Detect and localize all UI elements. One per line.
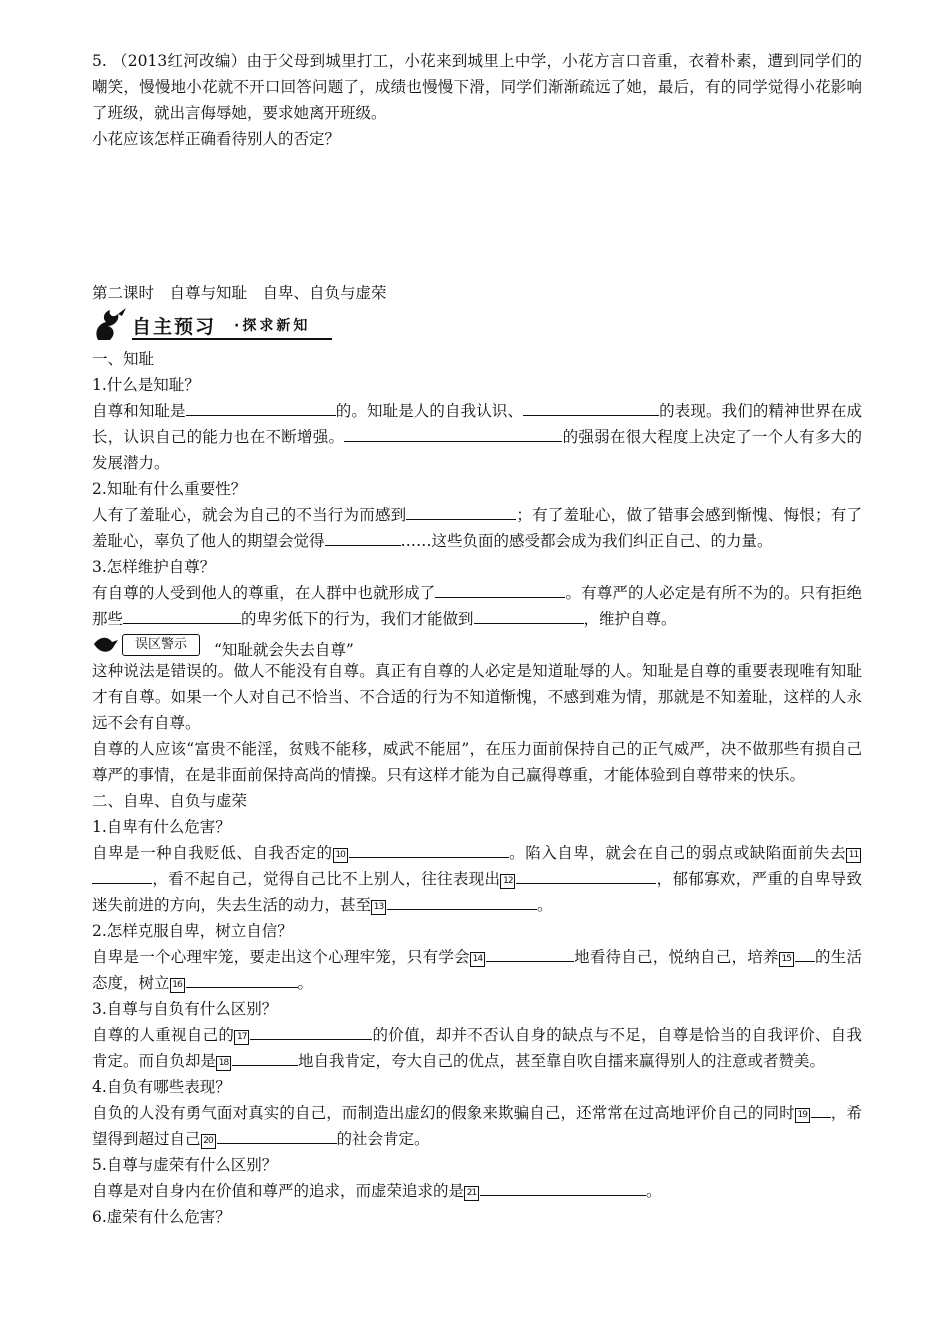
text-run: 有自尊的人受到他人的尊重，在人群中也就形成了 [92, 584, 436, 602]
fill-blank[interactable] [435, 582, 565, 598]
blank-number: 21 [464, 1186, 479, 1201]
banner-rule [132, 338, 332, 340]
blank-number: 12 [500, 874, 515, 889]
fill-blank[interactable] [217, 1128, 337, 1144]
s1-question-3: 3.怎样维护自尊？ [92, 558, 216, 576]
fill-blank[interactable] [344, 426, 562, 442]
text-run: 的价值，却并不否认自身的缺点与不足，自尊是恰当的自我评价、自我肯定。而自负却是 [92, 1026, 862, 1070]
text-run: 自尊和知耻是 [92, 402, 186, 420]
s2-question-1: 1.自卑有什么危害？ [92, 818, 231, 836]
text-run: ，维护自尊。 [583, 610, 677, 628]
section-1-heading: 一、知耻 [92, 350, 155, 368]
fill-blank[interactable] [325, 530, 401, 546]
question-5-prompt: 小花应该怎样正确看待别人的否定？ [92, 130, 341, 148]
text-run: 人有了羞耻心，就会为自己的不当行为而感到 [92, 506, 407, 524]
s2-answer-5 [92, 1178, 862, 1204]
text-run: 的。知耻是人的自我认识、 [335, 402, 524, 420]
s2-answer-3 [92, 1022, 862, 1074]
bird-icon [92, 632, 120, 656]
section-2-heading: 二、自卑、自负与虚荣 [92, 792, 248, 810]
text-run: 。 [537, 896, 553, 914]
text-run: ；有了羞耻心，做了错事会感到惭愧、悔恨；有了羞耻心，辜负了他人的期望会觉得 [92, 506, 862, 550]
text-run: 的社会肯定。 [336, 1130, 430, 1148]
text-run: ，郁郁寡欢，严重的自卑导致迷失前进的方向，失去生活的动力，甚至 [92, 870, 862, 914]
fill-blank[interactable] [406, 504, 516, 520]
dragon-icon [92, 306, 132, 344]
text-run: 。陷入自卑，就会在自己的弱点或缺陷面前失去 [508, 844, 846, 862]
fill-blank[interactable] [795, 946, 815, 962]
fill-blank[interactable] [349, 842, 509, 858]
text-run: 地看待自己，悦纳自己，培养 [573, 948, 779, 966]
fill-blank[interactable] [232, 1050, 298, 1066]
s2-question-4: 4.自负有哪些表现？ [92, 1078, 231, 1096]
text-run: 自卑是一个心理牢笼，要走出这个心理牢笼，只有学会 [92, 948, 470, 966]
misconception-paragraph-1: 这种说法是错误的。做人不能没有自尊。真正有自尊的人必定是知道耻辱的人。知耻是自尊的重要表现唯有知耻才有自尊。如果一个人对自己不恰当、不合适的行为不知道惭愧，不感到难为情，那就是不知羞耻，这样的人永远不会有自尊。 [92, 662, 862, 732]
fill-blank[interactable] [474, 608, 584, 624]
banner-title: 自主预习 [132, 316, 217, 338]
text-run: ，看不起自己，觉得自己比不上别人，往往表现出 [152, 870, 501, 888]
fill-blank[interactable] [92, 868, 152, 884]
blank-number: 20 [201, 1134, 216, 1149]
lesson-title: 第二课时 自尊与知耻 自卑、自负与虚荣 [92, 284, 387, 302]
blank-number: 19 [795, 1108, 810, 1123]
self-study-banner [92, 306, 862, 344]
s2-answer-4 [92, 1100, 862, 1152]
worksheet-page [92, 48, 862, 1230]
s2-question-3: 3.自尊与自负有什么区别？ [92, 1000, 278, 1018]
text-run: 。 [297, 974, 314, 992]
fill-blank[interactable] [186, 400, 336, 416]
blank-number: 10 [333, 848, 348, 863]
s2-question-6: 6.虚荣有什么危害？ [92, 1208, 231, 1226]
s2-question-2: 2.怎样克服自卑，树立自信？ [92, 922, 293, 940]
s2-answer-2 [92, 944, 862, 996]
text-run: 的卑劣低下的行为，我们才能做到 [241, 610, 474, 628]
fill-blank[interactable] [516, 868, 656, 884]
answer-space [92, 152, 862, 280]
blank-number: 14 [470, 952, 485, 967]
misconception-banner [92, 632, 862, 658]
fill-blank[interactable] [186, 972, 298, 988]
text-run: 自尊的人重视自己的 [92, 1026, 235, 1044]
s1-answer-2 [92, 502, 862, 554]
blank-number: 15 [779, 952, 794, 967]
fill-blank[interactable] [387, 894, 537, 910]
text-run: ……这些负面的感受都会成为我们纠正自己、的力量。 [400, 532, 773, 550]
blank-number: 18 [216, 1056, 231, 1071]
blank-number: 13 [371, 900, 386, 915]
fill-blank[interactable] [811, 1102, 831, 1118]
misconception-paragraph-2: 自尊的人应该“富贵不能淫，贫贱不能移，威武不能屈”，在压力面前保持自己的正气威严，决不做那些有损自己尊严的事情，在是非面前保持高尚的情操。只有这样才能为自己赢得尊重，才能体验到自尊带来的快乐。 [92, 740, 862, 784]
fill-blank[interactable] [123, 608, 241, 624]
misconception-label: 误区警示 [122, 634, 200, 656]
blank-number: 16 [170, 978, 185, 993]
text-run: ，希望得到超过自己 [92, 1104, 862, 1148]
question-5-text: 5. （2013红河改编）由于父母到城里打工，小花来到城里上中学，小花方言口音重，衣着朴素，遭到同学们的嘲笑，慢慢地小花就不开口回答问题了，成绩也慢慢下滑，同学们渐渐疏远了她，最后，有的同学觉得小花影响了班级，就出言侮辱她，要求她离开班级。 [92, 52, 862, 122]
text-run: 。 [646, 1182, 662, 1200]
s1-answer-1 [92, 398, 862, 476]
misconception-quote: “知耻就会失去自尊” [214, 641, 354, 659]
text-run: 自负的人没有勇气面对真实的自己，而制造出虚幻的假象来欺骗自己，还常常在过高地评价自己的同时 [92, 1104, 795, 1122]
fill-blank[interactable] [250, 1024, 372, 1040]
banner-subtitle: ·探求新知 [234, 318, 311, 334]
text-run: 的表现。我们的精神世界在成长，认识自己的能力也在不断增强。 [92, 402, 862, 446]
blank-number: 11 [846, 848, 861, 863]
text-run: 的强弱在很大程度上决定了一个人有多大的发展潜力。 [92, 428, 862, 472]
text-run: 自卑是一种自我贬低、自我否定的 [92, 844, 333, 862]
text-run: 的生活态度，树立 [92, 948, 862, 992]
s2-question-5: 5.自尊与虚荣有什么区别？ [92, 1156, 278, 1174]
fill-blank[interactable] [486, 946, 574, 962]
fill-blank[interactable] [523, 400, 659, 416]
s1-question-1: 1.什么是知耻？ [92, 376, 200, 394]
text-run: 。有尊严的人必定是有所不为的。只有拒绝那些 [92, 584, 862, 628]
s1-answer-3 [92, 580, 862, 632]
text-run: 自尊是对自身内在价值和尊严的追求，而虚荣追求的是 [92, 1182, 465, 1200]
blank-number: 17 [234, 1030, 249, 1045]
fill-blank[interactable] [480, 1180, 646, 1196]
s1-question-2: 2.知耻有什么重要性？ [92, 480, 247, 498]
s2-answer-1 [92, 840, 862, 918]
text-run: 地自我肯定，夸大自己的优点，甚至靠自吹自擂来赢得别人的注意或者赞美。 [298, 1052, 826, 1070]
